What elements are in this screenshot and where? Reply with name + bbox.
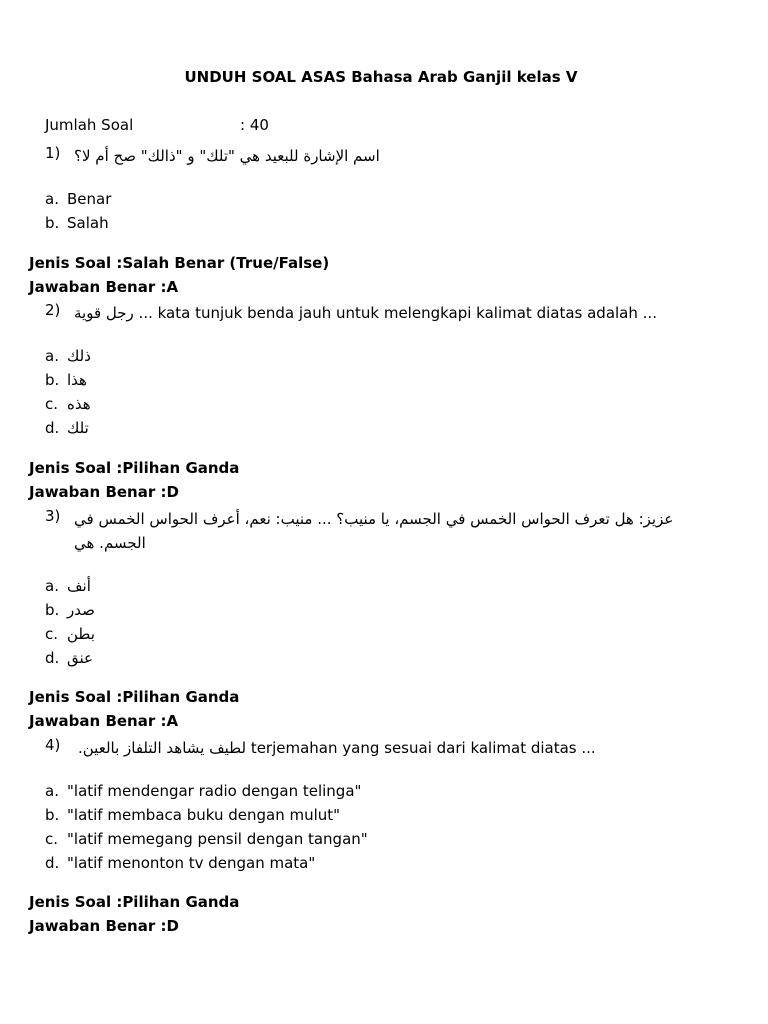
jumlah-soal-row (45, 116, 725, 136)
option-text: هذا (67, 371, 87, 389)
answer-block-1 (29, 251, 329, 299)
option-letter: d. (45, 419, 60, 437)
question-text (74, 301, 714, 325)
jumlah-soal-value: : 40 (240, 116, 269, 134)
option-text: "latif mendengar radio dengan telinga" (67, 782, 362, 800)
option-text: Salah (67, 214, 109, 232)
option-text: تلك (67, 419, 89, 437)
jenis-soal: Jenis Soal :Salah Benar (True/False) (29, 254, 330, 272)
question-text-arabic: اسم الإشارة للبعيد هي "تلك" و "ذالك" صح أم لا؟ (74, 147, 380, 165)
question-number: 3) (45, 507, 61, 525)
option-text: "latif memegang pensil dengan tangan" (67, 830, 368, 848)
option-text: صدر (67, 601, 95, 619)
jenis-soal: Jenis Soal :Pilihan Ganda (29, 893, 240, 911)
option-letter: c. (45, 625, 59, 643)
option-letter: b. (45, 601, 60, 619)
answer-block-4 (29, 890, 239, 938)
question-text-latin: ... kata tunjuk benda jauh untuk melengkapi kalimat diatas adalah ... (133, 304, 657, 322)
option-letter: b. (45, 214, 60, 232)
question-4 (45, 736, 715, 760)
option-letter: a. (45, 347, 59, 365)
option-text: "latif membaca buku dengan mulut" (67, 806, 341, 824)
option-text: ذلك (67, 347, 91, 365)
question-text-arabic: عزيز: هل تعرف الحواس الخمس في الجسم، يا منيب؟ ... منيب: نعم، أعرف الحواس الخمس في الجسم. هي (74, 510, 674, 552)
question-text-arabic: لطيف يشاهد التلفاز بالعين. (78, 739, 247, 757)
option-text: بطن (67, 625, 95, 643)
option-letter: d. (45, 649, 60, 667)
question-number: 2) (45, 301, 61, 319)
question-number: 1) (45, 144, 61, 162)
question-3 (45, 507, 715, 555)
question-text-latin: terjemahan yang sesuai dari kalimat diatas ... (246, 739, 596, 757)
option-text: عنق (67, 649, 93, 667)
option-text: أنف (67, 577, 91, 595)
question-text (78, 736, 718, 760)
question-text (74, 507, 714, 555)
option-letter: b. (45, 806, 60, 824)
question-text-arabic: رجل قوية (74, 304, 134, 322)
option-letter: c. (45, 830, 59, 848)
option-text: هذه (67, 395, 91, 413)
jenis-soal: Jenis Soal :Pilihan Ganda (29, 459, 240, 477)
option-letter: d. (45, 854, 60, 872)
option-letter: b. (45, 371, 60, 389)
document-title: UNDUH SOAL ASAS Bahasa Arab Ganjil kelas V (184, 68, 578, 86)
question-1 (45, 144, 715, 168)
option-letter: a. (45, 782, 59, 800)
jawaban-benar: Jawaban Benar :A (29, 278, 179, 296)
question-2 (45, 301, 715, 325)
jawaban-benar: Jawaban Benar :D (29, 917, 179, 935)
option-letter: c. (45, 395, 59, 413)
answer-block-3 (29, 685, 239, 733)
jenis-soal: Jenis Soal :Pilihan Ganda (29, 688, 240, 706)
jumlah-soal-label: Jumlah Soal (45, 116, 134, 134)
question-number: 4) (45, 736, 61, 754)
question-text (74, 144, 714, 168)
option-text: Benar (67, 190, 112, 208)
option-text: "latif menonton tv dengan mata" (67, 854, 316, 872)
answer-block-2 (29, 456, 239, 504)
jawaban-benar: Jawaban Benar :A (29, 712, 179, 730)
option-letter: a. (45, 190, 59, 208)
option-letter: a. (45, 577, 59, 595)
jawaban-benar: Jawaban Benar :D (29, 483, 179, 501)
